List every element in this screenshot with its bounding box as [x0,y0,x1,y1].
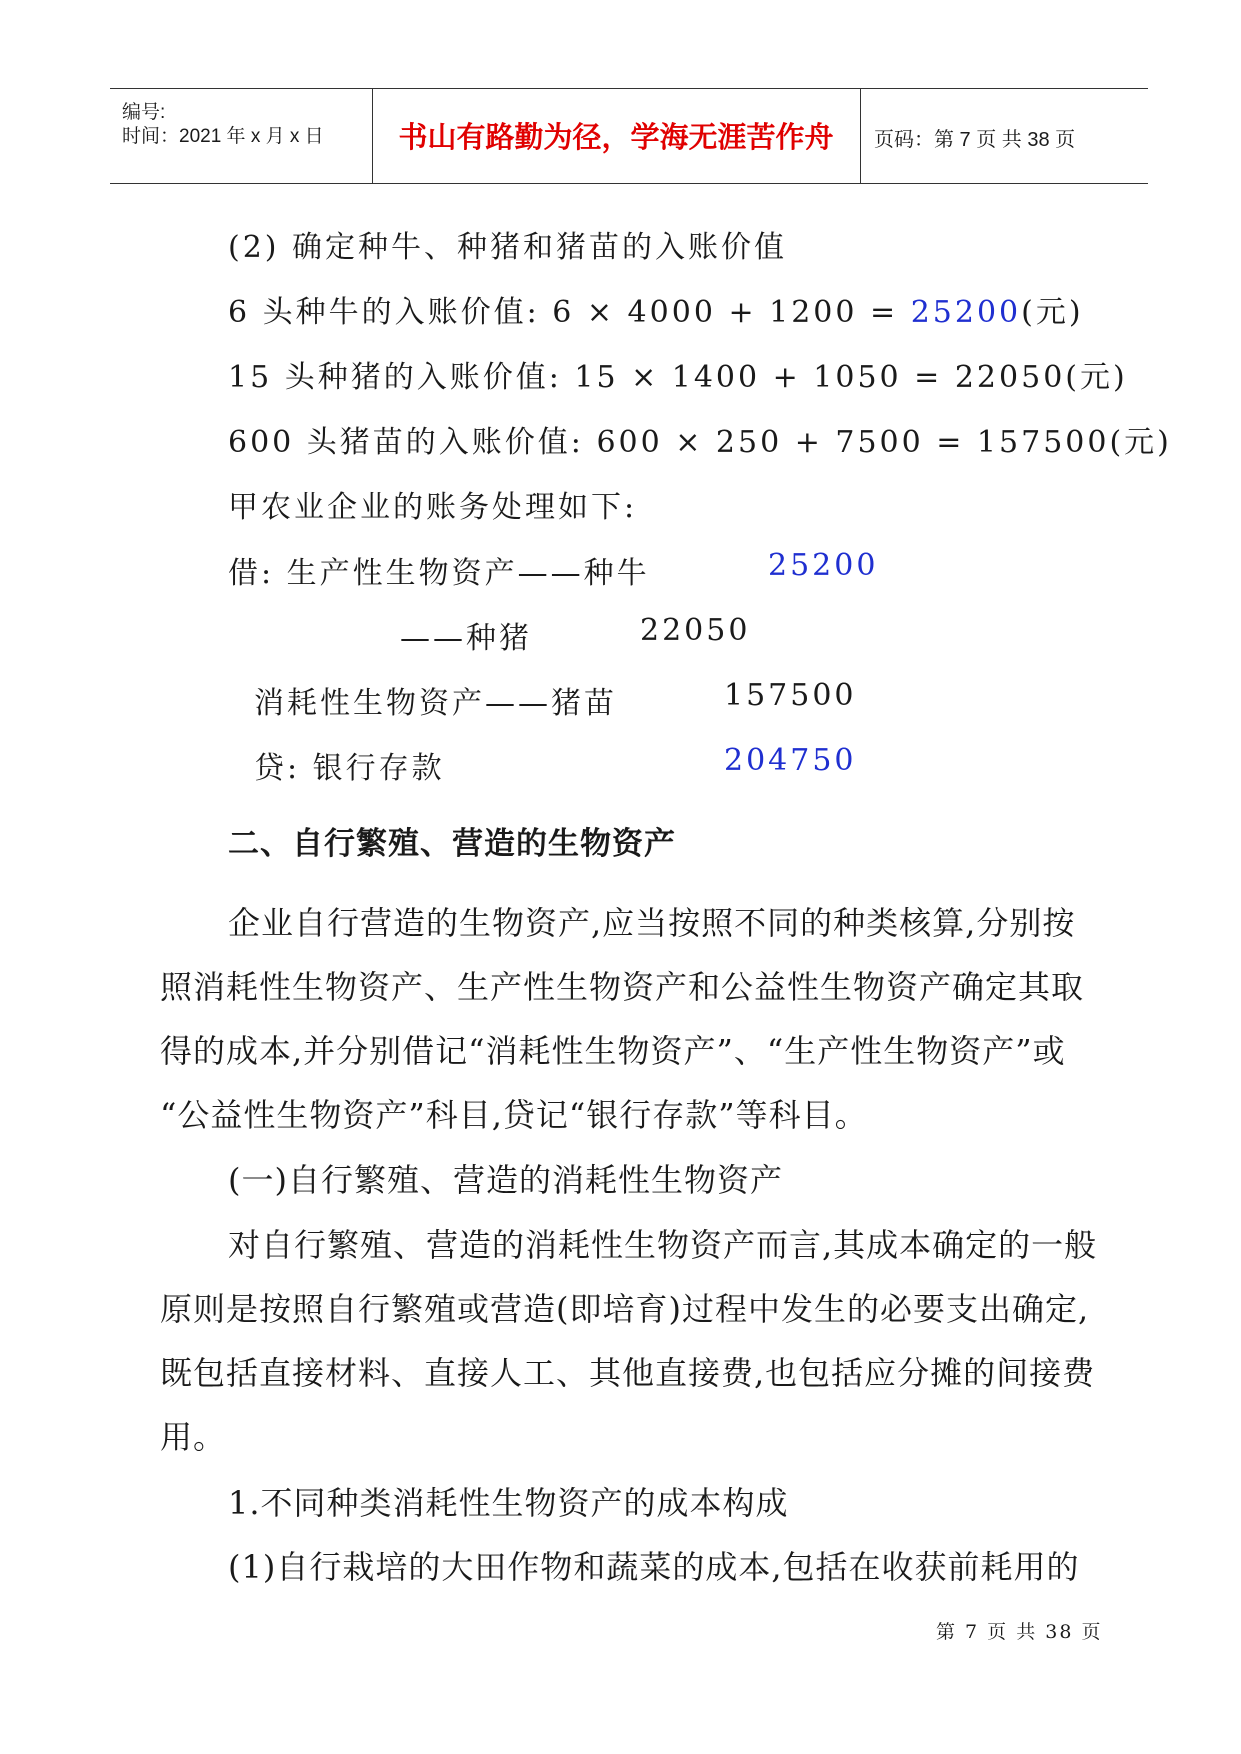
journal-debit-label: 借: 生产性生物资产——种牛 [228,556,650,591]
journal-breeding-pig-amount: 22050 [640,613,751,648]
paragraph-line: 得的成本,并分别借记“消耗性生物资产”、“生产性生物资产”或 [160,1032,1066,1070]
paragraph-line: “公益性生物资产”科目,贷记“银行存款”等科目。 [160,1096,868,1134]
journal-piglet-amount: 157500 [724,678,857,713]
journal-debit-amount: 25200 [768,548,879,583]
paragraph-line: 对自行繁殖、营造的消耗性生物资产而言,其成本确定的一般 [228,1226,1098,1264]
journal-breeding-pig-label: ——种猪 [400,621,532,656]
journal-line-5: 甲农业企业的账务处理如下: [228,490,638,525]
paragraph-line: 原则是按照自行繁殖或营造(即培育)过程中发生的必要支出确定, [160,1290,1090,1328]
journal-line-2-value: 25200 [910,295,1022,330]
paragraph-line: 企业自行营造的生物资产,应当按照不同的种类核算,分别按 [228,904,1076,942]
subsection-title: 1.不同种类消耗性生物资产的成本构成 [228,1484,789,1522]
paragraph-line: 照消耗性生物资产、生产性生物资产和公益性生物资产确定其取 [160,968,1085,1006]
journal-line-2-unit: (元) [1021,295,1084,330]
journal-line-2-text: 6 头种牛的入账价值: 6 × 4000 + 1200 = [228,295,911,330]
header-info-cell [110,89,373,183]
paragraph-line: 既包括直接材料、直接人工、其他直接费,也包括应分摊的间接费 [160,1354,1096,1392]
subsection-title: (一)自行繁殖、营造的消耗性生物资产 [228,1161,783,1199]
document-number-label: 编号: [122,102,166,123]
header-motto: 书山有路勤为径，学海无涯苦作舟 [398,120,834,154]
header-motto-cell [372,89,861,183]
header-page-number: 页码：第 7 页 共 38 页 [874,129,1076,151]
document-time-label: 时间：2021 年 x 月 x 日 [122,126,324,147]
journal-piglet-label: 消耗性生物资产——猪苗 [254,686,617,721]
journal-credit-label: 贷: 银行存款 [254,751,445,786]
journal-credit-amount: 204750 [724,743,857,778]
journal-line-1: (2) 确定种牛、种猪和猪苗的入账价值 [228,230,788,265]
journal-line-4: 600 头猪苗的入账价值: 600 × 250 + 7500 = 157500(元) [228,425,1172,460]
journal-line-2 [228,287,1084,331]
journal-line-3: 15 头种猪的入账价值: 15 × 1400 + 1050 = 22050(元) [228,360,1128,395]
section-heading: 二、自行繁殖、营造的生物资产 [228,826,676,862]
paragraph-line: 用。 [160,1418,227,1456]
header-page-cell [862,89,1148,183]
page-footer: 第 7 页 共 38 页 [936,1621,1103,1643]
paragraph-line: (1)自行栽培的大田作物和蔬菜的成本,包括在收获前耗用的 [228,1548,1080,1586]
page-header [110,88,1148,184]
